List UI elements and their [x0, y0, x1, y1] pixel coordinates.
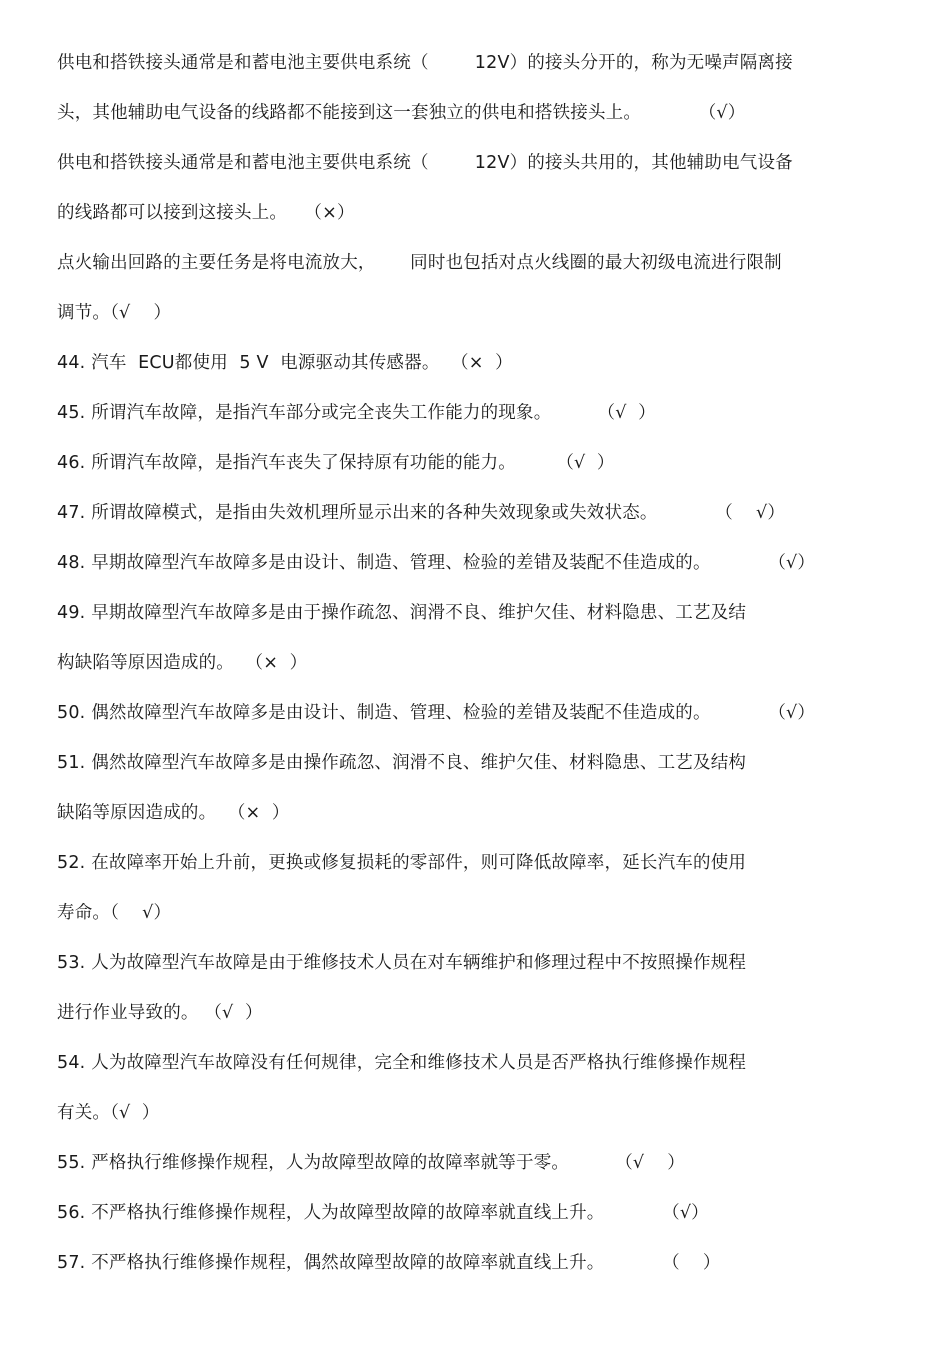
question-52-cont: 寿命。（ √）: [57, 903, 172, 923]
text-line-3: 供电和搭铁接头通常是和蓄电池主要供电系统（ 12V）的接头共用的，其他辅助电气设备: [57, 153, 793, 173]
text-line-5: 点火输出回路的主要任务是将电流放大， 同时也包括对点火线圈的最大初级电流进行限制: [57, 253, 782, 273]
question-55: 55. 严格执行维修操作规程，人为故障型故障的故障率就等于零。 （√ ）: [57, 1153, 685, 1173]
question-51-cont: 缺陷等原因造成的。 （× ）: [57, 803, 290, 823]
question-44: 44. 汽车 ECU都使用 5 V 电源驱动其传感器。 （× ）: [57, 353, 513, 373]
text-line-4: 的线路都可以接到这接头上。 （×）: [57, 203, 355, 223]
text-line-1: 供电和搭铁接头通常是和蓄电池主要供电系统（ 12V）的接头分开的，称为无噪声隔离接: [57, 53, 793, 73]
question-56: 56. 不严格执行维修操作规程，人为故障型故障的故障率就直线上升。 （√）: [57, 1203, 709, 1223]
question-57: 57. 不严格执行维修操作规程，偶然故障型故障的故障率就直线上升。 （ ）: [57, 1253, 721, 1273]
question-49: 49. 早期故障型汽车故障多是由于操作疏忽、润滑不良、维护欠佳、材料隐患、工艺及结: [57, 603, 747, 623]
question-49-cont: 构缺陷等原因造成的。 （× ）: [57, 653, 308, 673]
text-line-6: 调节。（√ ）: [57, 303, 172, 323]
question-51: 51. 偶然故障型汽车故障多是由操作疏忽、润滑不良、维护欠佳、材料隐患、工艺及结构: [57, 753, 747, 773]
question-54-cont: 有关。（√ ）: [57, 1103, 160, 1123]
question-45: 45. 所谓汽车故障，是指汽车部分或完全丧失工作能力的现象。 （√ ）: [57, 403, 656, 423]
question-53: 53. 人为故障型汽车故障是由于维修技术人员在对车辆维护和修理过程中不按照操作规程: [57, 953, 747, 973]
question-53-cont: 进行作业导致的。 （√ ）: [57, 1003, 263, 1023]
question-50: 50. 偶然故障型汽车故障多是由设计、制造、管理、检验的差错及装配不佳造成的。 （√）: [57, 703, 816, 723]
text-line-2: 头，其他辅助电气设备的线路都不能接到这一套独立的供电和搭铁接头上。 （√）: [57, 103, 746, 123]
question-47: 47. 所谓故障模式，是指由失效机理所显示出来的各种失效现象或失效状态。 （ √）: [57, 503, 786, 523]
question-54: 54. 人为故障型汽车故障没有任何规律，完全和维修技术人员是否严格执行维修操作规程: [57, 1053, 747, 1073]
question-52: 52. 在故障率开始上升前，更换或修复损耗的零部件，则可降低故障率，延长汽车的使用: [57, 853, 747, 873]
question-46: 46. 所谓汽车故障，是指汽车丧失了保持原有功能的能力。 （√ ）: [57, 453, 615, 473]
question-48: 48. 早期故障型汽车故障多是由设计、制造、管理、检验的差错及装配不佳造成的。 （√）: [57, 553, 816, 573]
